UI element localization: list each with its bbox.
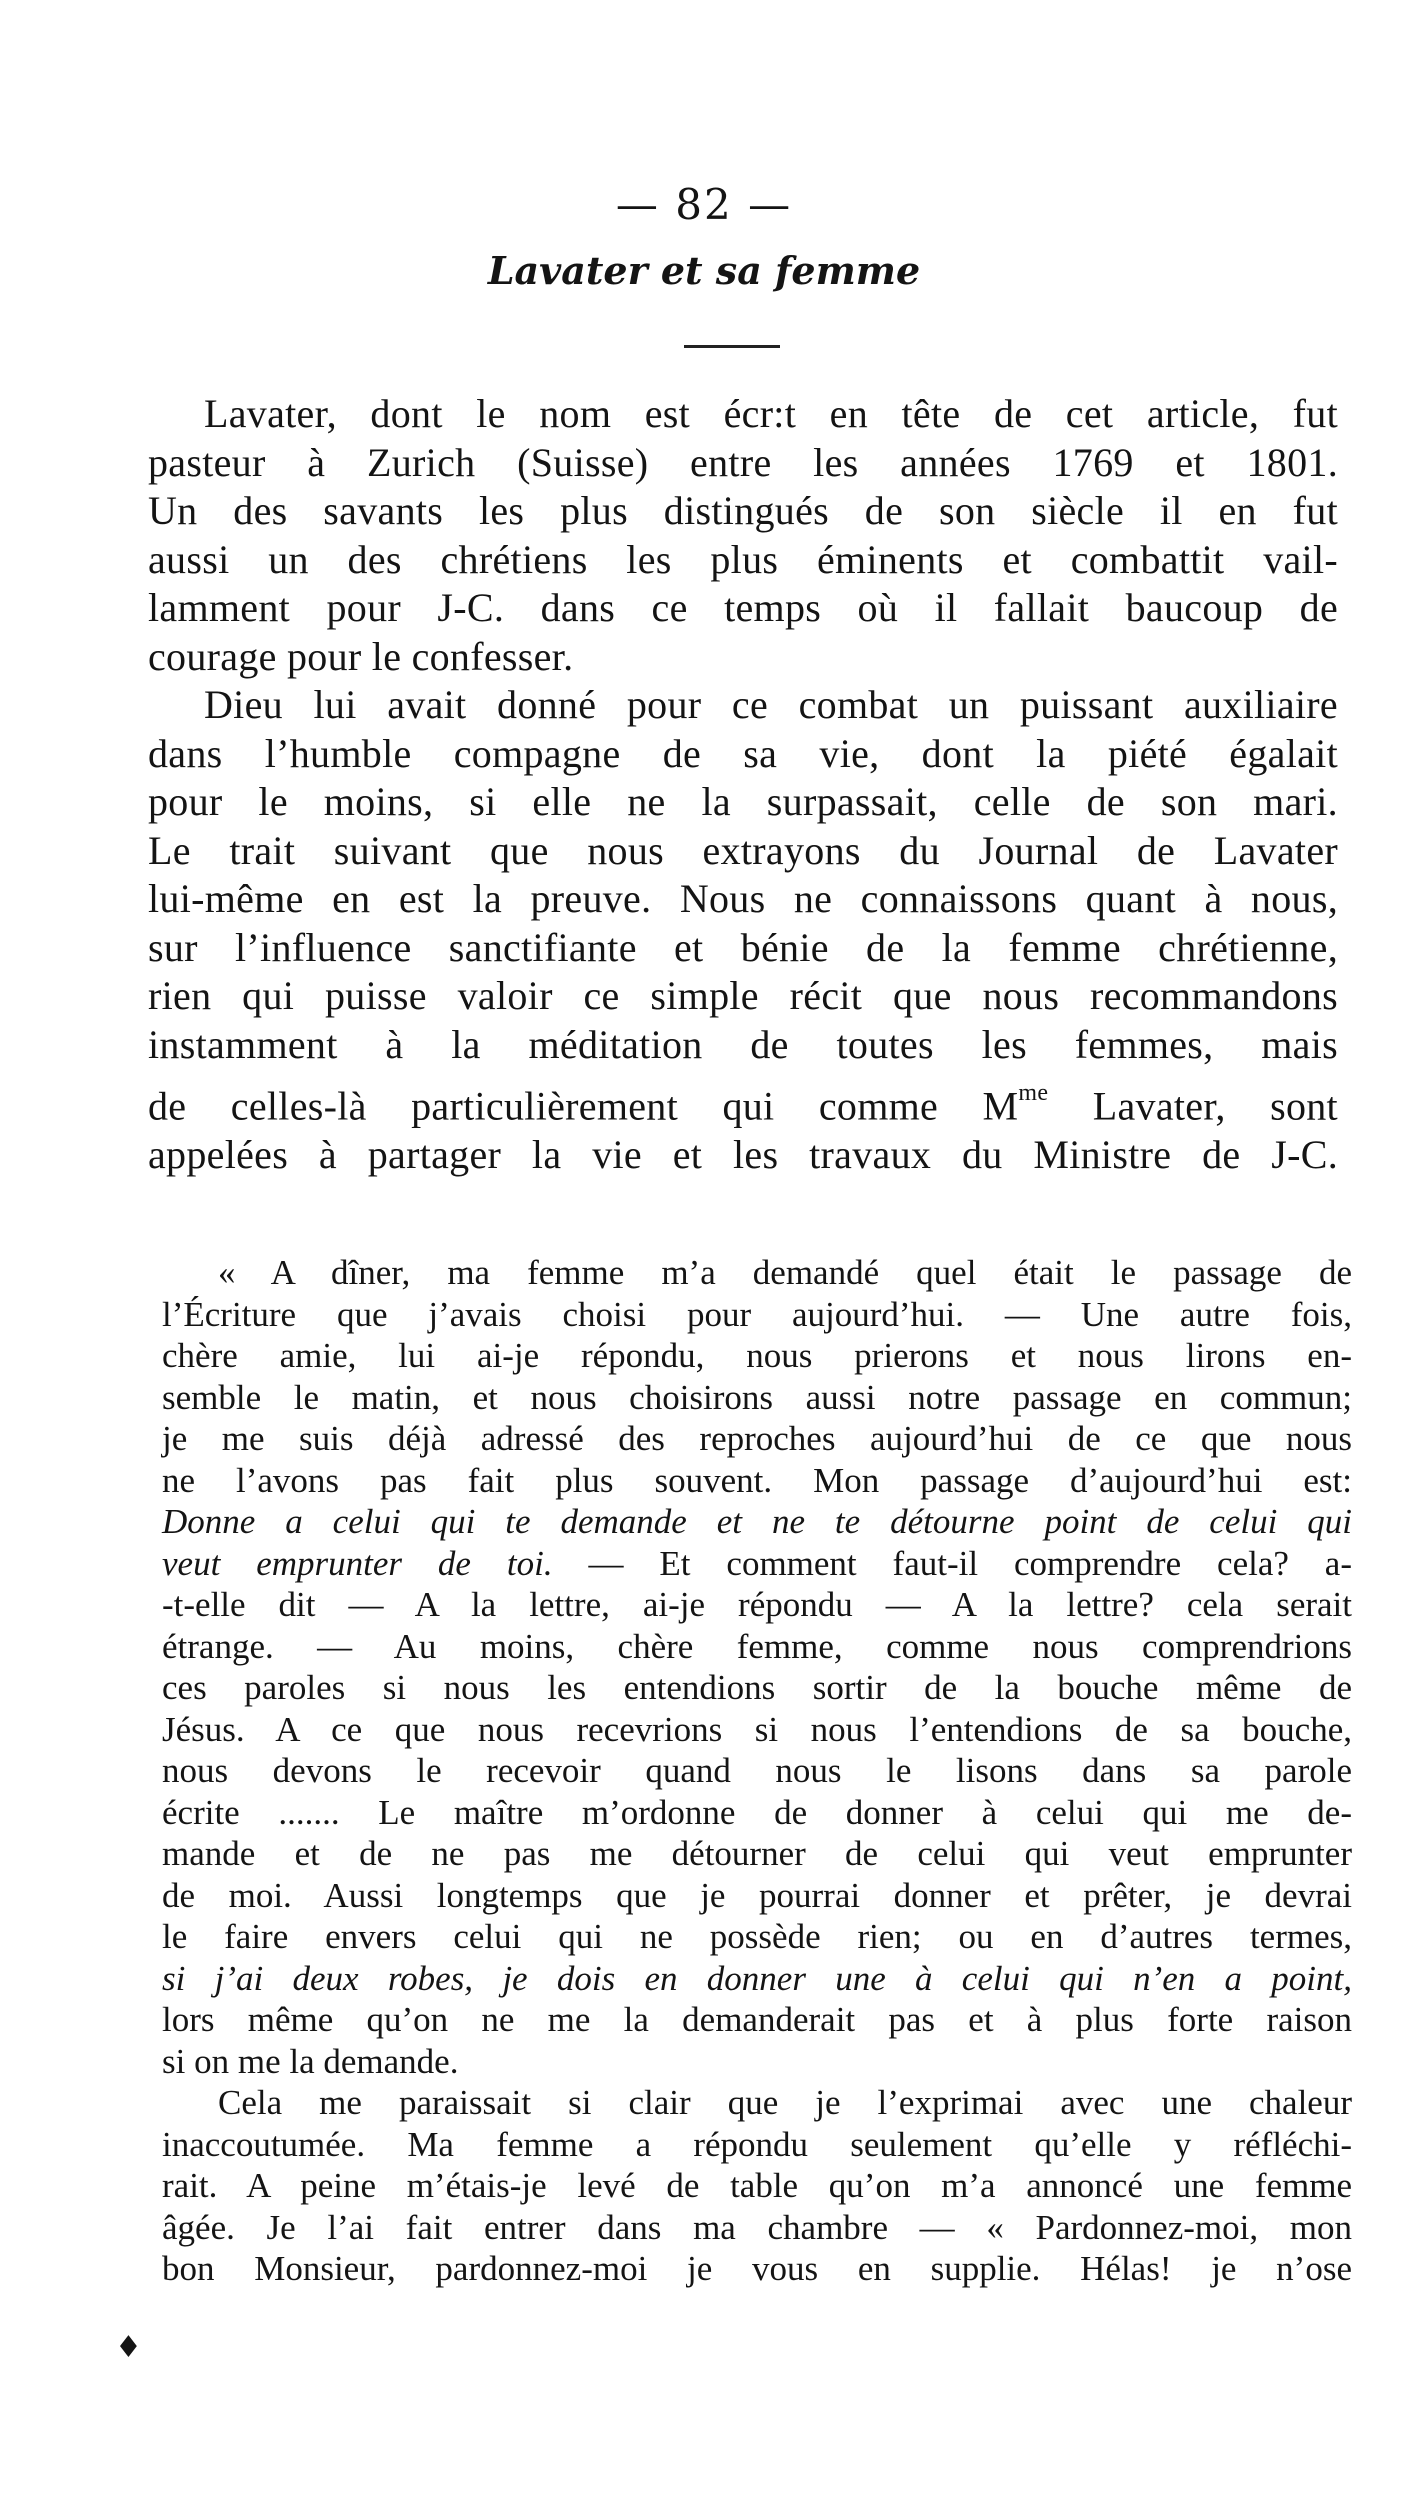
ornament-icon: ♦ bbox=[115, 2330, 142, 2365]
text-line: le faire envers celui qui ne possède rien; ou en d’autres termes, bbox=[162, 1917, 1352, 1956]
text-line: pour le moins, si elle ne la surpassait, celle de son mari. bbox=[148, 779, 1338, 824]
text-line bbox=[162, 1543, 1352, 1585]
text-line: Dieu lui avait donné pour ce combat un puissant auxiliaire bbox=[204, 682, 1338, 727]
title-divider bbox=[684, 345, 780, 348]
text-fragment: de celles-là particulièrement qui comme bbox=[148, 1083, 939, 1129]
text-line: « A dîner, ma femme m’a demandé quel était le passage de bbox=[218, 1253, 1352, 1292]
text-fragment: M bbox=[982, 1083, 1019, 1129]
text-line: bon Monsieur, pardonnez-moi je vous en supplie. Hélas! je n’ose bbox=[162, 2249, 1352, 2288]
text-line: instamment à la méditation de toutes les femmes, mais bbox=[148, 1021, 1338, 1067]
text-line: rait. A peine m’étais-je levé de table qu’on m’a annoncé une femme bbox=[162, 2166, 1352, 2205]
text-line: âgée. Je l’ai fait entrer dans ma chambre — « Pardonnez-moi, mon bbox=[162, 2207, 1352, 2247]
text-line: nous devons le recevoir quand nous le lisons dans sa parole bbox=[162, 1751, 1352, 1790]
text-line: ces paroles si nous les entendions sortir de la bouche même de bbox=[162, 1668, 1352, 1707]
text-line: étrange. — Au moins, chère femme, comme nous comprendrions bbox=[162, 1626, 1352, 1666]
text-line: lamment pour J-C. dans ce temps où il fallait baucoup de bbox=[148, 585, 1338, 630]
text-line: sur l’influence sanctifiante et bénie de la femme chrétienne, bbox=[148, 924, 1338, 970]
italic-fragment: veut emprunter de toi. bbox=[162, 1543, 553, 1583]
text-line bbox=[148, 1069, 1338, 1131]
intro-paragraphs bbox=[148, 390, 1338, 1179]
text-line: inaccoutumée. Ma femme a répondu seulement qu’elle y réfléchi- bbox=[162, 2124, 1352, 2164]
text-line: Lavater, dont le nom est écr:t en tête de cet article, fut bbox=[204, 391, 1338, 436]
text-line: je me suis déjà adressé des reproches aujourd’hui de ce que nous bbox=[162, 1419, 1352, 1458]
text-line: l’Écriture que j’avais choisi pour aujourd’hui. — Une autre fois, bbox=[162, 1294, 1352, 1334]
text-fragment: Lavater, sont bbox=[1048, 1083, 1338, 1129]
italic-line: si j’ai deux robes, je dois en donner une à celui qui n’en a point, bbox=[162, 1958, 1352, 1998]
text-line: rien qui puisse valoir ce simple récit que nous recommandons bbox=[148, 973, 1338, 1018]
journal-quote bbox=[162, 1252, 1352, 2290]
text-line: mande et de ne pas me détourner de celui qui veut emprunter bbox=[162, 1834, 1352, 1873]
text-line: lors même qu’on ne me la demanderait pas et à plus forte raison bbox=[162, 2000, 1352, 2039]
text-line: lui-même en est la preuve. Nous ne connaissons quant à nous, bbox=[148, 876, 1338, 921]
text-line: de moi. Aussi longtemps que je pourrai donner et prêter, je devrai bbox=[162, 1875, 1352, 1915]
text-line: ne l’avons pas fait plus souvent. Mon passage d’aujourd’hui est: bbox=[162, 1460, 1352, 1500]
text-line: courage pour le confesser. bbox=[148, 633, 574, 679]
text-line: chère amie, lui ai-je répondu, nous prierons et nous lirons en- bbox=[162, 1336, 1352, 1375]
text-line: aussi un des chrétiens les plus éminents et combattit vail- bbox=[148, 536, 1338, 582]
text-line: écrite ....... Le maître m’ordonne de donner à celui qui me de- bbox=[162, 1792, 1352, 1832]
text-line: Le trait suivant que nous extrayons du Journal de Lavater bbox=[148, 827, 1338, 873]
superscript: me bbox=[1018, 1080, 1049, 1106]
text-line: Cela me paraissait si clair que je l’exprimai avec une chaleur bbox=[218, 2083, 1352, 2122]
text-line: Jésus. A ce que nous recevrions si nous l’entendions de sa bouche, bbox=[162, 1709, 1352, 1749]
text-line: dans l’humble compagne de sa vie, dont la piété égalait bbox=[148, 730, 1338, 776]
italic-line: Donne a celui qui te demande et ne te détourne point de celui qui bbox=[162, 1502, 1352, 1541]
text-fragment: — Et comment faut-il comprendre cela? a- bbox=[552, 1543, 1352, 1583]
text-line: si on me la demande. bbox=[162, 2041, 459, 2081]
text-line: -t-elle dit — A la lettre, ai-je répondu — A la lettre? cela serait bbox=[162, 1585, 1352, 1624]
text-line: Un des savants les plus distingués de son siècle il en fut bbox=[148, 488, 1338, 533]
article-title: Lavater et sa femme bbox=[487, 248, 921, 293]
text-line: semble le matin, et nous choisirons aussi notre passage en commun; bbox=[162, 1377, 1352, 1417]
page-number: — 82 — bbox=[615, 180, 793, 229]
text-line: appelées à partager la vie et les travaux du Ministre de J-C. bbox=[148, 1131, 1338, 1177]
text-line: pasteur à Zurich (Suisse) entre les années 1769 et 1801. bbox=[148, 439, 1338, 485]
